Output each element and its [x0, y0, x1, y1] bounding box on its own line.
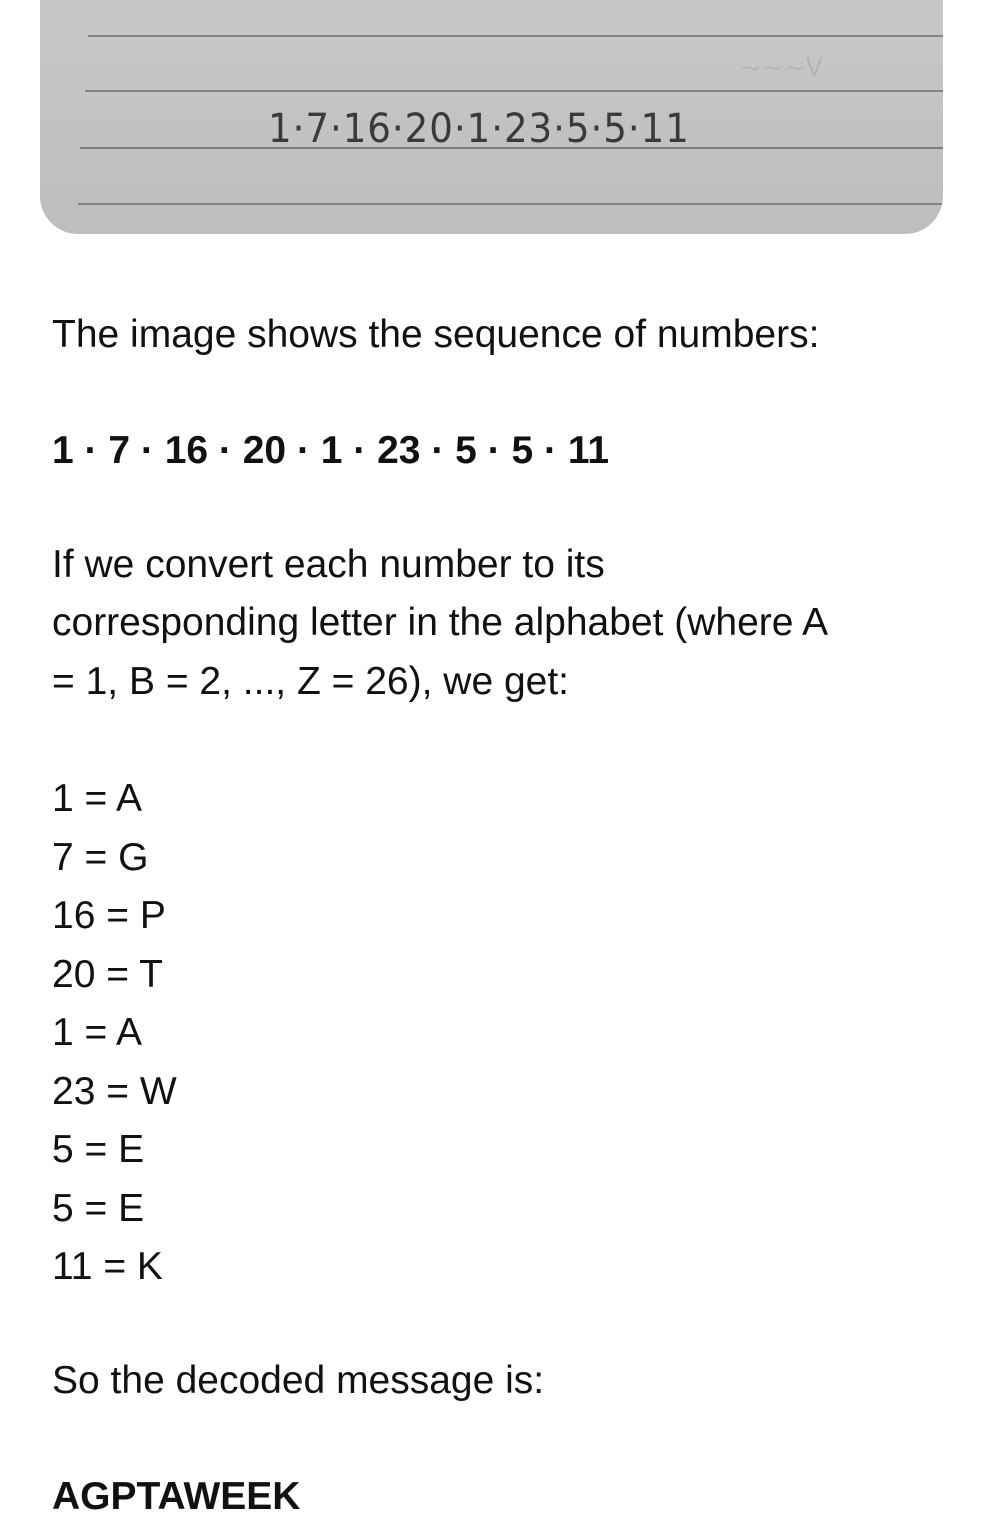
mapping-item: 5 = E — [52, 1186, 145, 1230]
mapping-item: 5 = E — [52, 1128, 145, 1171]
explanation-line-2: corresponding letter in the alphabet (where A — [52, 601, 829, 644]
handwritten-sequence: 1·7·16·20·1·23·5·5·11 — [268, 106, 690, 152]
intro-text: The image shows the sequence of numbers: — [52, 313, 820, 356]
decoded-message: AGPTAWEEK — [52, 1475, 301, 1518]
explanation-line-1: If we convert each number to its — [52, 543, 605, 586]
explanation-line-3: = 1, B = 2, ..., Z = 26), we get: — [52, 660, 570, 703]
conclusion-text: So the decoded message is: — [52, 1359, 545, 1402]
mapping-item: 1 = A — [52, 777, 142, 820]
mapping-item: 16 = P — [52, 894, 166, 937]
mapping-item: 23 = W — [52, 1069, 177, 1113]
mapping-item: 20 = T — [52, 952, 163, 996]
svg-text:~~~V: ~~~V — [740, 53, 824, 83]
number-sequence: 1 · 7 · 16 · 20 · 1 · 23 · 5 · 5 · 11 — [52, 429, 610, 472]
mapping-item: 11 = K — [52, 1245, 163, 1288]
mapping-item: 1 = A — [52, 1011, 142, 1054]
mapping-item: 7 = G — [52, 835, 149, 879]
uploaded-photo[interactable] — [40, 0, 943, 234]
mapping-list — [52, 770, 177, 1297]
